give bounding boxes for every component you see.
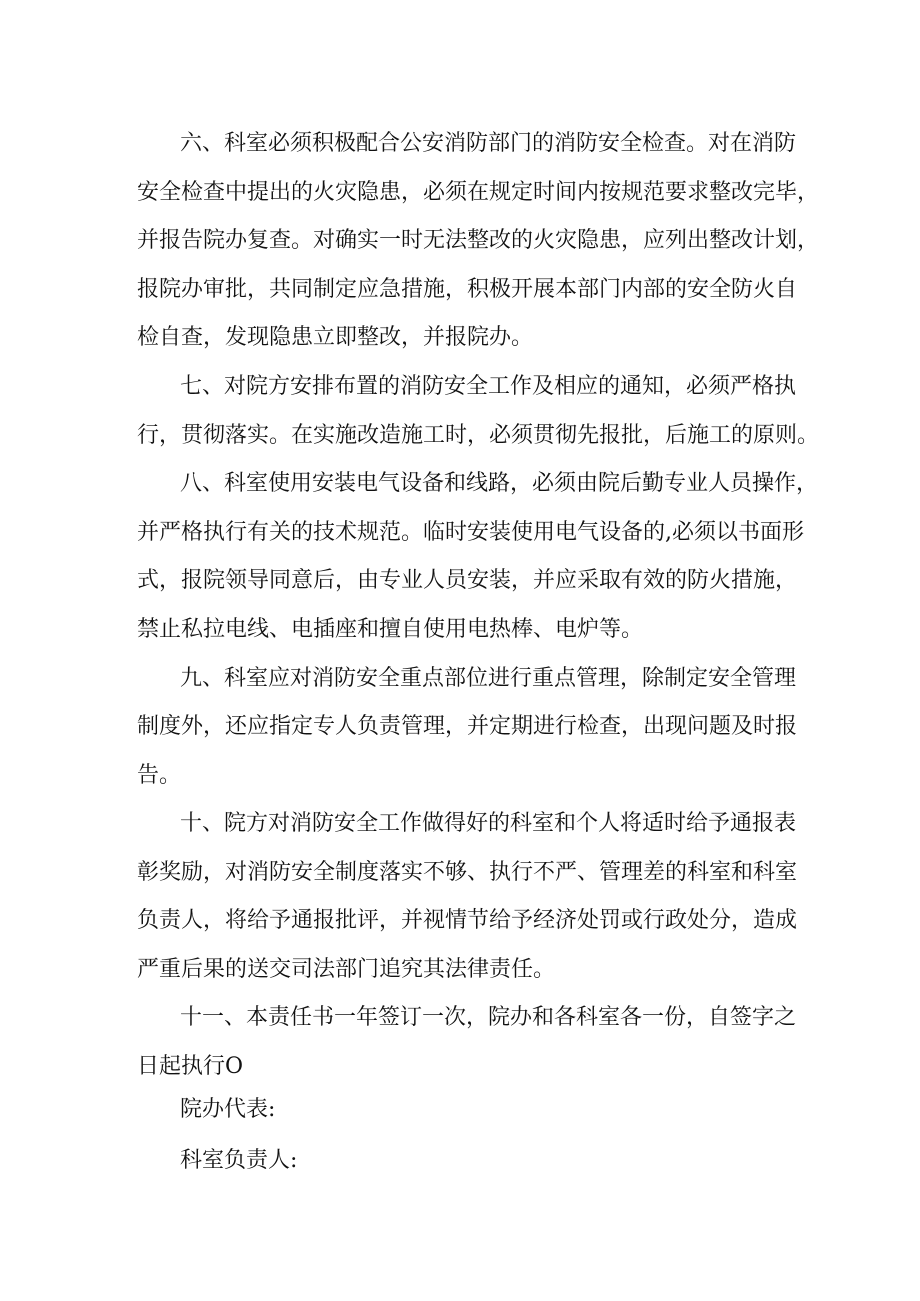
paragraph-6-line-2: 安全检查中提出的火灾隐患，必须在规定时间内按规范要求整改完毕， <box>137 180 820 205</box>
hospital-office-rep-label: 院办代表: <box>180 1097 276 1122</box>
paragraph-10-line-1: 十、院方对消防安全工作做得好的科室和个人将适时给予通报表 <box>180 811 797 836</box>
paragraph-11-line-2: 日起执行O <box>137 1054 244 1079</box>
paragraph-8-line-4: 禁止私拉电线、电插座和擅自使用电热棒、电炉等。 <box>137 617 644 642</box>
paragraph-10-line-3: 负责人，将给予通报批评，并视情节给予经济处罚或行政处分，造成 <box>137 908 798 933</box>
paragraph-8-line-3: 式，报院领导同意后，由专业人员安装，并应采取有效的防火措施， <box>137 568 798 593</box>
department-head-label: 科室负责人: <box>180 1148 298 1173</box>
paragraph-7-line-1: 七、对院方安排布置的消防安全工作及相应的通知，必须严格执 <box>180 374 797 399</box>
paragraph-9-line-2: 制度外，还应指定专人负责管理，并定期进行检查，出现问题及时报 <box>137 714 798 739</box>
paragraph-10-line-4: 严重后果的送交司法部门追究其法律责任。 <box>137 957 556 982</box>
paragraph-9-line-1: 九、科室应对消防安全重点部位进行重点管理，除制定安全管理 <box>180 666 797 691</box>
paragraph-6-line-3: 并报告院办复查。对确实一时无法整改的火灾隐患，应列出整改计划， <box>137 228 820 253</box>
paragraph-6-line-1: 六、科室必须积极配合公安消防部门的消防安全检查。对在消防 <box>180 131 797 156</box>
paragraph-8-line-2: 并严格执行有关的技术规范。临时安装使用电气设备的,必须以书面形 <box>137 520 804 545</box>
paragraph-6-line-4: 报院办审批，共同制定应急措施，积极开展本部门内部的安全防火自 <box>137 277 798 302</box>
paragraph-11-line-1: 十一、本责任书一年签订一次，院办和各科室各一份，自签字之 <box>180 1005 797 1030</box>
paragraph-8-line-1: 八、科室使用安装电气设备和线路，必须由院后勤专业人员操作， <box>180 471 819 496</box>
paragraph-10-line-2: 彰奖励，对消防安全制度落实不够、执行不严、管理差的科室和科室 <box>137 860 798 885</box>
paragraph-9-line-3: 告。 <box>137 763 182 788</box>
paragraph-6-line-5: 检自查，发现隐患立即整改，并报院办。 <box>137 325 534 350</box>
paragraph-7-line-2: 行，贯彻落实。在实施改造施工时，必须贯彻先报批，后施工的原则。 <box>137 423 820 448</box>
